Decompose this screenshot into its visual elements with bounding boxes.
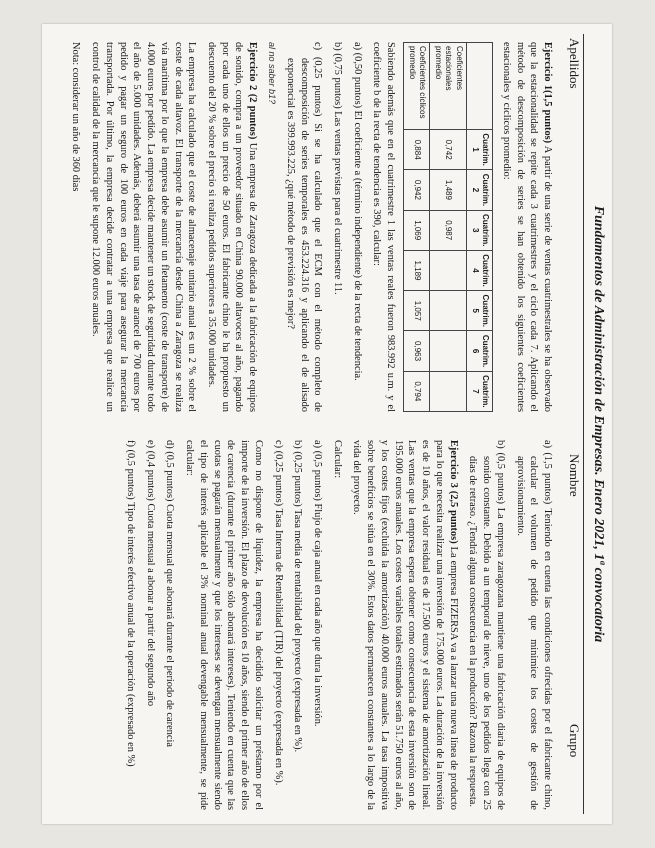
table-header xyxy=(466,43,492,130)
exercise-2-b: b) (0,5 puntos) La empresa zaragozana mantiene una fabricación diaria de equipos de sonido constante. Debido a un temporal de nieve, uno de los pedidos llega con 25 días de retraso. ¿Tendrá alguna consecuencia en la producción? Razona la respuesta. xyxy=(467,440,506,810)
handwritten-note: al no saber b1? xyxy=(267,42,278,105)
table-cell xyxy=(430,291,467,331)
table-cell: 0,794 xyxy=(404,371,430,411)
table-cell: 1,189 xyxy=(404,250,430,290)
table-cell xyxy=(430,250,467,290)
apellidos-label: Apellidos xyxy=(567,38,582,89)
footnote: Nota: considerar un año de 360 días xyxy=(70,42,82,192)
exercise-3-text: La empresa FIZERSA va a lanzar una nueva línea de producto para lo que necesita realizar una inversión de 175.000 euros. La duración de la inversión es de 10 años, el valor residual es de 17.500 euros y el sistema de amortización lineal. Las ventas que la empresa espera obtener como consecuencia de esta inversión son de 195.000 euros anuales. Los costes variables totales estimados serán 51.750 euros al año, y los costes fijos (excluida la amortización) 40.000 euros anuales. La tasa impositiva sobre beneficios se sitúa en el 30%. Estos datos permanecen constantes a lo largo de la vida del proyecto. xyxy=(351,440,459,810)
exercise-1-intro xyxy=(499,42,554,412)
nombre-label: Nombre xyxy=(567,454,582,497)
exercise-1-text: A partir de una serie de ventas cuatrimestrales se ha observado que la estacionalidad se repite cada 3 cuatrimestres y el ciclo cada 7. Aplicando el método de descomposición de series se han obtenido los siguientes coeficientes estacionales y cíclicos promedio: xyxy=(500,42,553,412)
table-row xyxy=(430,43,467,412)
table-row-label: Coeficientes estacionales promedio xyxy=(430,43,467,130)
table-row xyxy=(404,43,430,412)
exercise-3-e: e) (0,4 puntos) Cuota mensual a abonar a partir del segundo año xyxy=(144,440,156,707)
exercise-2-title: Ejercicio 2 (2 puntos) xyxy=(247,42,259,140)
exercise-3-title: Ejercicio 3 (2,5 puntos) xyxy=(447,440,459,544)
exercise-2-text: Una empresa de Zaragoza dedicada a la fabricación de equipos de sonido, compra a un proveedor situado en China 90.000 altavoces al año, pagando por cada uno de ellos un precio de 50 euros. El fabricante chino le ha propuesto un descuento del 20 % sobre el precio si realiza pedidos superiores a 35.000 unidades. xyxy=(206,42,259,412)
exercise-3-d: d) (0,5 puntos) Cuota mensual que abonará durante el periodo de carencia xyxy=(164,440,176,747)
exercise-3-c: c) (0,25 puntos) Tasa Interna de Rentabilidad (TIR) del proyecto (expresada en %). xyxy=(272,440,284,786)
exercise-1-c: c) (0,25 puntos) Si se ha calculado que el ECM con el método completo de descomposición de series temporales es 453.224.316 y aplicando el de alisado exponencial es 399.993.225, ¿qué método de previsión es mejor? xyxy=(284,42,324,412)
exercise-3-f: f) (0,5 puntos) Tipo de interés efectivo anual de la operación (expresado en %) xyxy=(124,440,136,767)
grupo-label: Grupo xyxy=(567,724,582,758)
table-header: Cuatrim. 5 xyxy=(466,291,492,331)
table-cell: 0,942 xyxy=(404,170,430,210)
table-cell: 1,069 xyxy=(404,210,430,250)
table-cell: 1,489 xyxy=(430,170,467,210)
table-header: Cuatrim. 1 xyxy=(466,130,492,170)
exercise-1-a: a) (0,50 puntos) El coeficiente a (término independiente) de la recta de tendencia. xyxy=(351,42,363,381)
exercise-2-a: a) (1,5 puntos) Teniendo en cuenta las condiciones ofrecidas por el fabricante chino, calcular el volumen de pedido que minimice los costes de gestión de aprovisionamiento. xyxy=(514,440,553,810)
exercise-2-intro xyxy=(204,42,259,412)
table-row-label: Coeficientes cíclicos promedio xyxy=(404,43,430,130)
right-column xyxy=(117,440,554,810)
exercise-3-a: a) (0,5 puntos) Flujo de caja anual en cada año que dura la inversión. xyxy=(311,440,323,727)
table-header-row xyxy=(466,43,492,412)
header-divider xyxy=(583,34,584,814)
exercise-3-text2: Como no dispone de liquidez, la empresa ha decidido solicitar un préstamo por el importe de la inversión. El plazo de devolución es 10 años, siendo el primer año de ellos de carencia (durante el primer año sólo abonará intereses). Teniendo en cuenta que las cuotas se pagarán mensualmente y que los intereses se devengan mensualmente siendo el tipo de interés aplicable el 3% nominal anual devengable mensualmente, se pide calcular: xyxy=(184,440,264,810)
exercise-1-title: Ejercicio 1(1,5 puntos) xyxy=(542,42,553,144)
table-cell: 0,987 xyxy=(430,210,467,250)
exam-page xyxy=(42,24,612,824)
table-header: Cuatrim. 4 xyxy=(466,250,492,290)
table-cell xyxy=(430,371,467,411)
exercise-3-b: b) (0,25 puntos) Tasa media de rentabilidad del proyecto (expresada en %). xyxy=(292,440,304,753)
table-header: Cuatrim. 6 xyxy=(466,331,492,371)
table-header: Cuatrim. 2 xyxy=(466,170,492,210)
table-header: Cuatrim. 7 xyxy=(466,371,492,411)
calcular-label: Calcular: xyxy=(331,440,343,479)
exercise-2-text2: La empresa ha calculado que el coste de almacenaje unitario anual es un 2 % sobre el coste de cada altavoz. El transporte de la mercancía desde China a Zaragoza se realiza vía marítima por lo que la empresa debe asumir un fletamento (coste de transporte) de 4.000 euros por pedido. La empresa decide mantener un stock de seguridad durante todo el año de 5.000 unidades. Además, deberá asumir una tasa de arancel de 700 euros por pedido y pagar un seguro de 100 euros en cada viaje para asegurar la mercancía transportada. Por último, la empresa decide contratar a una empresa que realice un control de calidad de la mercancía que le supone 12.000 euros anuales. xyxy=(90,42,198,412)
exercise-1-text2: Sabiendo además que en el cuatrimestre 1 las ventas reales fueron 983.992 u.m. y el coeficiente b de la recta de tendencia es 390, calcular: xyxy=(371,42,397,412)
exercise-3-intro xyxy=(350,440,460,810)
left-column xyxy=(63,42,554,412)
table-cell: 1,057 xyxy=(404,291,430,331)
exam-title: Fundamentos de Administración de Empresas. Enero 2021, 1ª convocatoria xyxy=(591,205,606,643)
coefficients-table xyxy=(403,42,493,412)
table-cell: 0,884 xyxy=(404,130,430,170)
table-header: Cuatrim. 3 xyxy=(466,210,492,250)
table-cell: 0,963 xyxy=(404,331,430,371)
exercise-1-b: b) (0,75 puntos) Las ventas previstas para el cuatrimestre 11. xyxy=(332,42,344,295)
table-cell xyxy=(430,331,467,371)
table-cell: 0,742 xyxy=(430,130,467,170)
